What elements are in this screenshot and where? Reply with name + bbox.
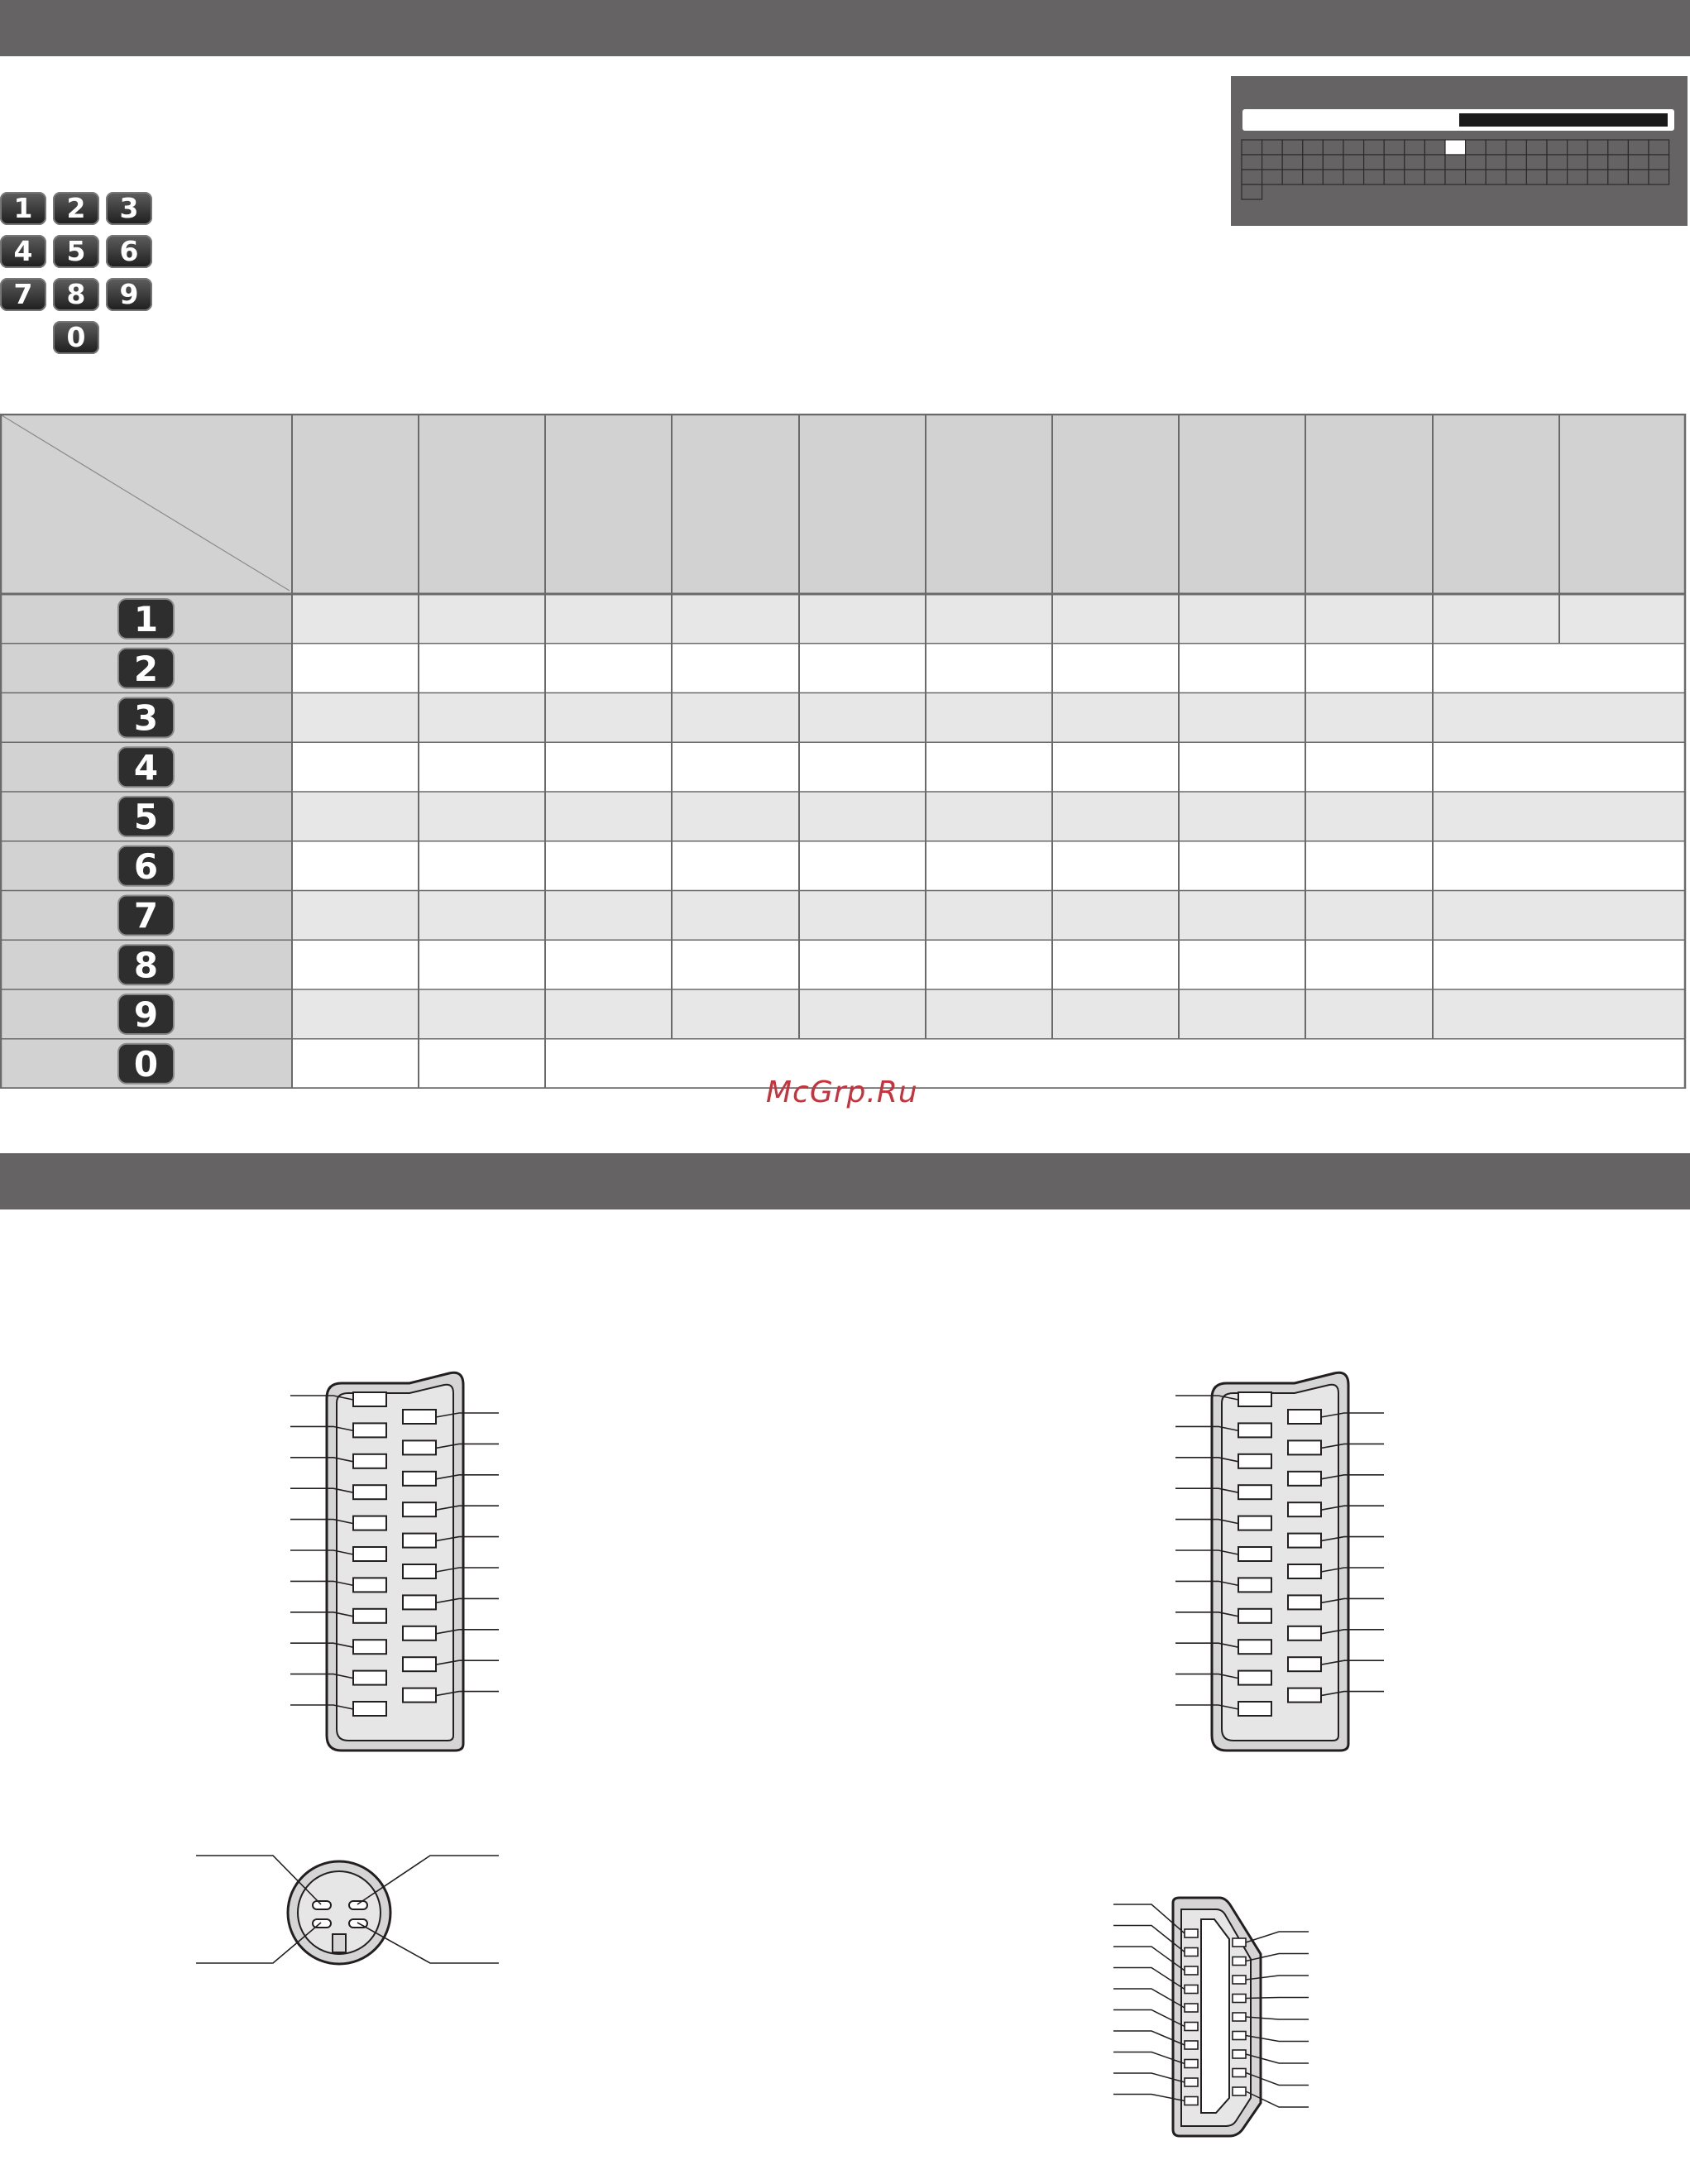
- scart-pin: [353, 1640, 386, 1654]
- grid-cell[interactable]: [1303, 155, 1324, 170]
- grid-cell[interactable]: [1343, 140, 1364, 155]
- grid-cell[interactable]: [1628, 170, 1649, 184]
- grid-cell[interactable]: [1506, 155, 1527, 170]
- key-2: 2: [53, 192, 99, 225]
- row-key-badge: [118, 649, 174, 689]
- grid-cell[interactable]: [1303, 170, 1324, 184]
- scart-pin: [403, 1626, 436, 1640]
- key-7: 7: [0, 278, 46, 311]
- row-key-badge: [118, 846, 174, 887]
- hdmi-pin: [1185, 2060, 1198, 2068]
- grid-cell[interactable]: [1608, 140, 1629, 155]
- table-row: [292, 693, 1685, 743]
- grid-cell[interactable]: [1608, 170, 1629, 184]
- grid-cell[interactable]: [1486, 155, 1506, 170]
- scart-pin: [1288, 1410, 1321, 1424]
- row-key-label: 6: [133, 845, 159, 887]
- scart-pin: [1238, 1392, 1271, 1406]
- scart-pin: [403, 1688, 436, 1703]
- scart-pin: [403, 1440, 436, 1454]
- hdmi-pin: [1185, 1966, 1198, 1975]
- hdmi-connector: [1113, 1898, 1309, 2136]
- grid-cell[interactable]: [1608, 155, 1629, 170]
- grid-cell[interactable]: [1506, 170, 1527, 184]
- row-key-badge: [118, 896, 174, 936]
- grid-cell[interactable]: [1282, 140, 1303, 155]
- scart-pin: [1288, 1626, 1321, 1640]
- s-video-connector: [196, 1856, 499, 1964]
- grid-cell[interactable]: [1343, 155, 1364, 170]
- row-key-label: 3: [133, 697, 159, 739]
- row-key-label: 9: [133, 994, 159, 1035]
- grid-cell[interactable]: [1466, 170, 1487, 184]
- section-header-bar-terminals: [0, 1153, 1690, 1209]
- scart-pin: [403, 1657, 436, 1671]
- key-8: 8: [53, 278, 99, 311]
- grid-cell[interactable]: [1445, 170, 1466, 184]
- scart-pin: [353, 1671, 386, 1685]
- table-row: [292, 792, 1685, 841]
- grid-cell[interactable]: [1445, 155, 1466, 170]
- numeric-keypad: [0, 192, 157, 357]
- table-row: [292, 742, 1685, 792]
- grid-cell[interactable]: [1568, 170, 1588, 184]
- key-1: 1: [0, 192, 46, 225]
- connector-diagrams: [0, 1209, 1690, 2184]
- grid-cell[interactable]: [1424, 170, 1445, 184]
- grid-cell[interactable]: [1242, 140, 1262, 155]
- grid-cell[interactable]: [1424, 155, 1445, 170]
- grid-cell[interactable]: [1628, 155, 1649, 170]
- grid-cell[interactable]: [1384, 170, 1405, 184]
- scart-pin: [1288, 1534, 1321, 1548]
- scart-pin: [1238, 1547, 1271, 1561]
- hdmi-pin: [1185, 2023, 1198, 2031]
- scart-pin: [403, 1472, 436, 1486]
- hdmi-pin: [1233, 2032, 1246, 2040]
- scart-pin: [1238, 1516, 1271, 1530]
- row-key-label: 8: [133, 945, 159, 986]
- key-4: 4: [0, 235, 46, 268]
- grid-cell[interactable]: [1364, 155, 1385, 170]
- grid-cell[interactable]: [1486, 140, 1506, 155]
- table-row: [292, 989, 1685, 1039]
- grid-cell[interactable]: [1282, 170, 1303, 184]
- row-key-label: 1: [133, 599, 159, 639]
- key-5: 5: [53, 235, 99, 268]
- grid-cell[interactable]: [1649, 140, 1669, 155]
- grid-cell[interactable]: [1323, 155, 1343, 170]
- grid-cell[interactable]: [1405, 155, 1425, 170]
- row-key-badge: [118, 747, 174, 788]
- watermark: McGrp.Ru: [766, 1075, 918, 1109]
- s-video-pin: [313, 1901, 331, 1909]
- key-3: 3: [106, 192, 152, 225]
- table-row: [292, 644, 1685, 693]
- grid-cell[interactable]: [1323, 170, 1343, 184]
- scart-pin: [403, 1534, 436, 1548]
- grid-cell[interactable]: [1526, 155, 1547, 170]
- s-video-pin: [313, 1919, 331, 1928]
- scart-pin: [1238, 1609, 1271, 1623]
- grid-cell[interactable]: [1466, 155, 1487, 170]
- scart-pin: [1288, 1564, 1321, 1578]
- hdmi-pin: [1233, 1957, 1246, 1966]
- grid-cell[interactable]: [1364, 170, 1385, 184]
- scart-pin: [353, 1454, 386, 1468]
- hdmi-pin: [1185, 1985, 1198, 1994]
- grid-cell[interactable]: [1568, 155, 1588, 170]
- hdmi-pin: [1233, 1976, 1246, 1984]
- grid-cell-selected[interactable]: [1445, 140, 1466, 155]
- grid-cell[interactable]: [1547, 170, 1568, 184]
- scart-pin: [353, 1609, 386, 1623]
- grid-cell[interactable]: [1242, 155, 1262, 170]
- hdmi-pin: [1233, 2069, 1246, 2077]
- scart-pin: [353, 1702, 386, 1716]
- hdmi-pin: [1185, 1948, 1198, 1956]
- hdmi-pin: [1185, 2041, 1198, 2049]
- key-0: 0: [53, 321, 99, 354]
- row-key-badge: [118, 599, 174, 639]
- grid-cell[interactable]: [1405, 140, 1425, 155]
- grid-cell[interactable]: [1384, 155, 1405, 170]
- hdmi-pin: [1185, 2097, 1198, 2105]
- grid-cell[interactable]: [1649, 170, 1669, 184]
- table-row: [292, 891, 1685, 941]
- grid-cell[interactable]: [1628, 140, 1649, 155]
- scart-pin: [1238, 1423, 1271, 1437]
- scart-pin: [1238, 1578, 1271, 1592]
- scart-pin: [353, 1423, 386, 1437]
- scart-pin: [1238, 1671, 1271, 1685]
- scart-connector-av1: [290, 1372, 499, 1751]
- scart-pin: [403, 1564, 436, 1578]
- scart-pin: [403, 1595, 436, 1609]
- grid-cell[interactable]: [1649, 155, 1669, 170]
- grid-cell[interactable]: [1486, 170, 1506, 184]
- text-entry-osd-panel: [1231, 76, 1688, 226]
- row-key-label: 4: [133, 747, 159, 788]
- grid-cell[interactable]: [1526, 170, 1547, 184]
- hdmi-pin: [1233, 1995, 1246, 2003]
- scart-pin: [1288, 1472, 1321, 1486]
- grid-cell[interactable]: [1424, 140, 1445, 155]
- row-key-badge: [118, 797, 174, 837]
- row-key-badge: [118, 945, 174, 985]
- grid-cell[interactable]: [1506, 140, 1527, 155]
- s-video-pin: [349, 1901, 367, 1909]
- row-key-label: 2: [133, 648, 159, 689]
- hdmi-pin: [1233, 2050, 1246, 2058]
- scart-connector-av2: [1175, 1372, 1384, 1751]
- key-6: 6: [106, 235, 152, 268]
- row-key-badge: [118, 994, 174, 1035]
- scart-pin: [353, 1392, 386, 1406]
- row-key-badge: [118, 698, 174, 739]
- scart-pin: [403, 1502, 436, 1516]
- grid-cell[interactable]: [1242, 184, 1262, 199]
- scart-pin: [1238, 1485, 1271, 1499]
- row-key-label: 7: [133, 895, 159, 936]
- scart-pin: [1288, 1595, 1321, 1609]
- table-row: [292, 594, 1685, 644]
- hdmi-pin: [1185, 2004, 1198, 2012]
- grid-cell[interactable]: [1262, 155, 1283, 170]
- section-header-bar-top: [0, 0, 1690, 56]
- scart-pin: [1238, 1454, 1271, 1468]
- grid-cell[interactable]: [1323, 140, 1343, 155]
- key-9: 9: [106, 278, 152, 311]
- row-key-badge: [118, 1044, 174, 1085]
- scart-pin: [1288, 1688, 1321, 1703]
- grid-cell[interactable]: [1303, 140, 1324, 155]
- table-row: [292, 841, 1685, 891]
- grid-cell[interactable]: [1526, 140, 1547, 155]
- grid-cell[interactable]: [1262, 170, 1283, 184]
- hdmi-pin: [1185, 2078, 1198, 2086]
- scart-pin: [1238, 1640, 1271, 1654]
- character-grid[interactable]: [1241, 139, 1671, 213]
- hdmi-pin: [1233, 2087, 1246, 2095]
- grid-cell[interactable]: [1282, 155, 1303, 170]
- grid-cell[interactable]: [1364, 140, 1385, 155]
- grid-cell[interactable]: [1466, 140, 1487, 155]
- scart-pin: [353, 1547, 386, 1561]
- scart-pin: [403, 1410, 436, 1424]
- grid-cell[interactable]: [1343, 170, 1364, 184]
- row-key-label: 0: [133, 1043, 159, 1085]
- character-table: [0, 414, 1687, 1089]
- text-input-field[interactable]: [1242, 109, 1674, 131]
- grid-cell[interactable]: [1587, 140, 1608, 155]
- hdmi-pin: [1185, 1929, 1198, 1937]
- input-cursor-fill: [1459, 113, 1668, 127]
- scart-pin: [1288, 1502, 1321, 1516]
- grid-cell[interactable]: [1262, 140, 1283, 155]
- table-row: [292, 940, 1685, 989]
- grid-cell[interactable]: [1547, 140, 1568, 155]
- scart-pin: [1238, 1702, 1271, 1716]
- scart-pin: [353, 1578, 386, 1592]
- hdmi-pin: [1233, 2013, 1246, 2021]
- hdmi-pin: [1233, 1938, 1246, 1947]
- scart-pin: [1288, 1440, 1321, 1454]
- grid-cell[interactable]: [1587, 155, 1608, 170]
- table-row: [292, 1039, 1685, 1089]
- grid-cell[interactable]: [1405, 170, 1425, 184]
- grid-cell[interactable]: [1547, 155, 1568, 170]
- grid-cell[interactable]: [1242, 170, 1262, 184]
- scart-pin: [1288, 1657, 1321, 1671]
- scart-pin: [353, 1485, 386, 1499]
- row-key-label: 5: [133, 797, 159, 837]
- grid-cell[interactable]: [1587, 170, 1608, 184]
- scart-pin: [353, 1516, 386, 1530]
- grid-cell[interactable]: [1568, 140, 1588, 155]
- grid-cell[interactable]: [1384, 140, 1405, 155]
